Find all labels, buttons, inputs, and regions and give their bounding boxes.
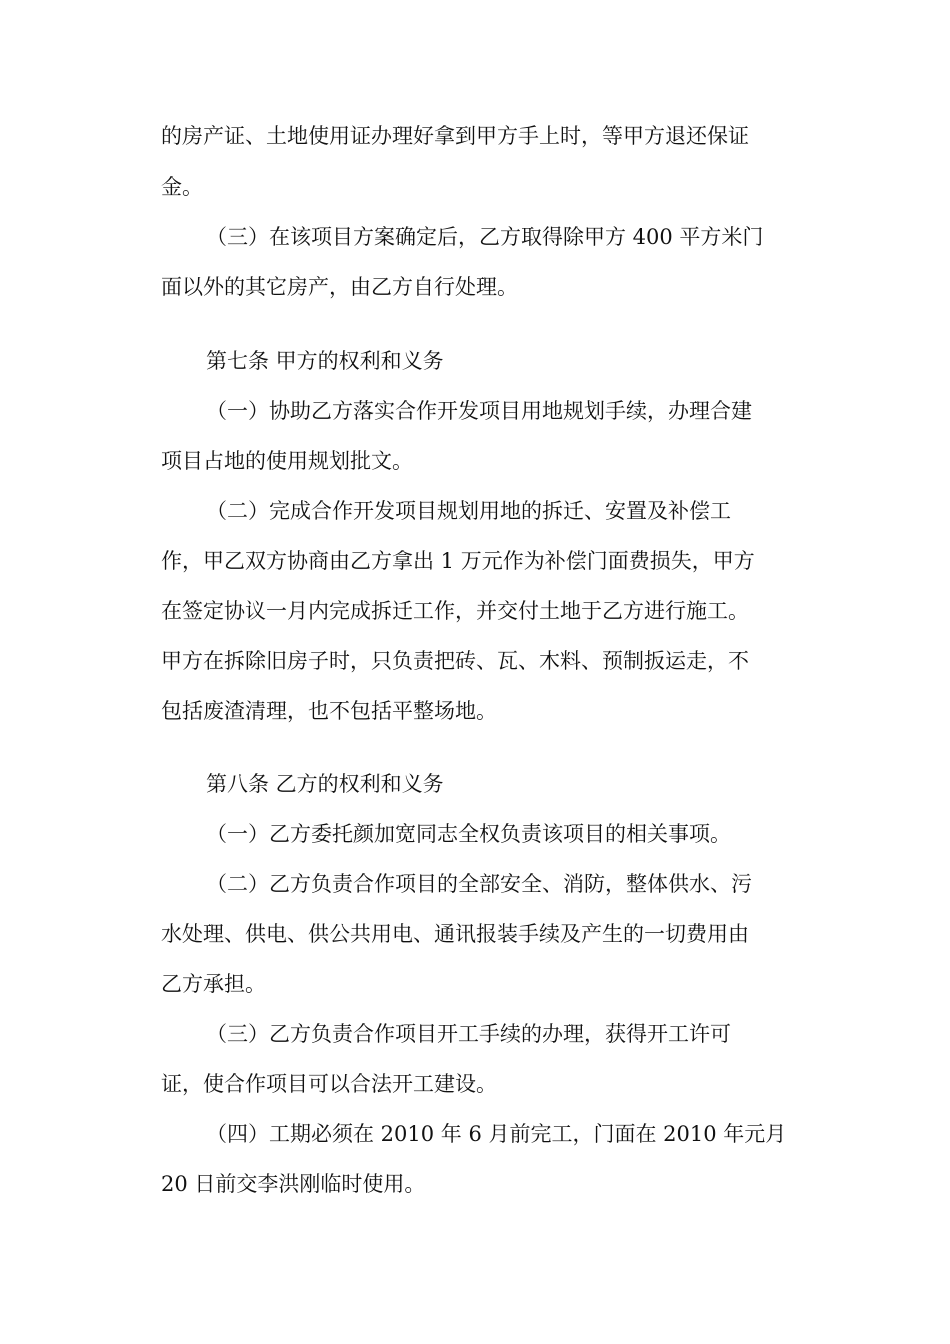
paragraph-line: 项目占地的使用规划批文。: [161, 449, 413, 473]
paragraph-line: 包括废渣清理，也不包括平整场地。: [161, 699, 497, 723]
paragraph-line: （四）工期必须在 2010 年 6 月前完工，门面在 2010 年元月: [206, 1122, 787, 1146]
paragraph-line: 乙方承担。: [161, 972, 266, 996]
paragraph-line: （二）完成合作开发项目规划用地的拆迁、安置及补偿工: [206, 499, 731, 523]
paragraph-line: 面以外的其它房产，由乙方自行处理。: [161, 275, 518, 299]
paragraph-line: 作，甲乙双方协商由乙方拿出 1 万元作为补偿门面费损失，甲方: [161, 549, 755, 573]
paragraph-line: 水处理、供电、供公共用电、通讯报装手续及产生的一切费用由: [161, 922, 749, 946]
paragraph-line: （三）在该项目方案确定后，乙方取得除甲方 400 平方米门: [206, 225, 764, 249]
paragraph-line: （二）乙方负责合作项目的全部安全、消防，整体供水、污: [206, 872, 752, 896]
paragraph-line: 证，使合作项目可以合法开工建设。: [161, 1072, 497, 1096]
article-heading: 第七条 甲方的权利和义务: [206, 349, 444, 373]
paragraph-line: 金。: [161, 175, 203, 199]
paragraph-line: （一）乙方委托颜加宽同志全权负责该项目的相关事项。: [206, 822, 731, 846]
paragraph-line: （三）乙方负责合作项目开工手续的办理，获得开工许可: [206, 1022, 731, 1046]
paragraph-line: 甲方在拆除旧房子时，只负责把砖、瓦、木料、预制扳运走，不: [161, 649, 749, 673]
paragraph-line: 的房产证、土地使用证办理好拿到甲方手上时，等甲方退还保证: [161, 124, 749, 148]
paragraph-line: 在签定协议一月内完成拆迁工作，并交付土地于乙方进行施工。: [161, 599, 749, 623]
article-heading: 第八条 乙方的权利和义务: [206, 772, 444, 796]
paragraph-line: 20 日前交李洪刚临时使用。: [161, 1172, 426, 1196]
paragraph-line: （一）协助乙方落实合作开发项目用地规划手续，办理合建: [206, 399, 752, 423]
